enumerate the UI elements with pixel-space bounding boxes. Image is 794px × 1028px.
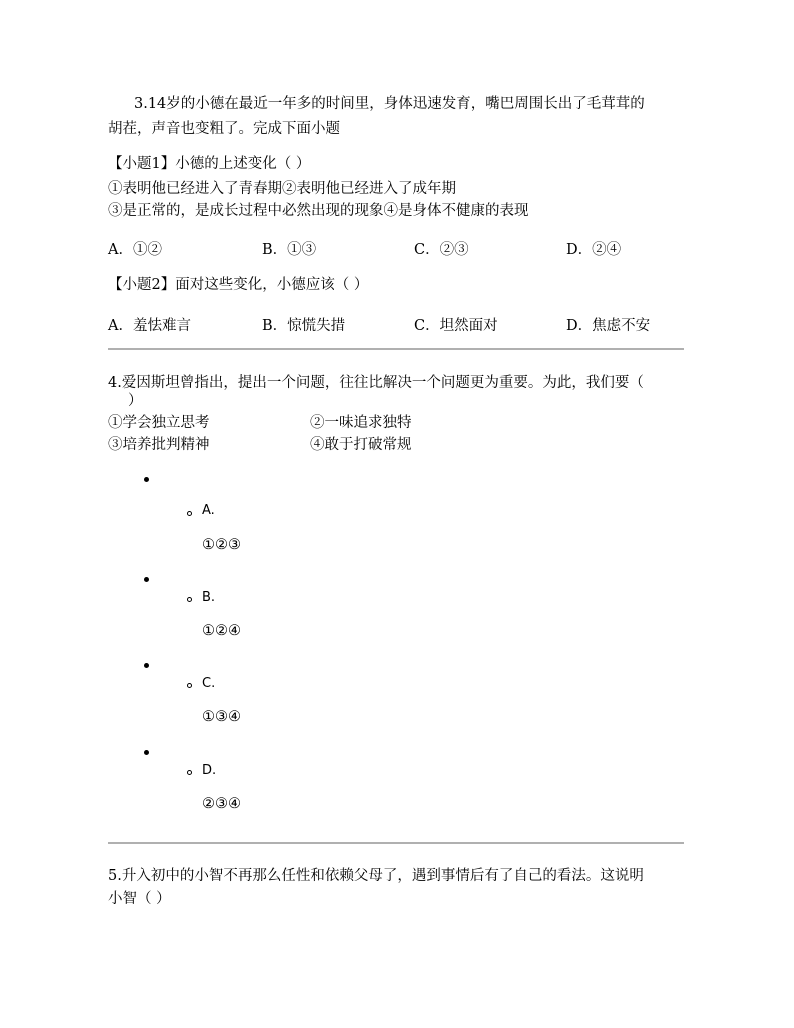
section-divider bbox=[108, 842, 684, 844]
q4-option-b-letter[interactable]: B. bbox=[202, 590, 216, 605]
q3-sub2-option-b[interactable]: B．惊慌失措 bbox=[262, 318, 346, 334]
q4-option-d-letter[interactable]: D. bbox=[202, 763, 217, 778]
list-bullet bbox=[144, 477, 149, 482]
list-bullet bbox=[144, 577, 149, 582]
q3-stem-line2: 胡茬，声音也变粗了。完成下面小题 bbox=[108, 121, 340, 137]
q3-sub2-option-c[interactable]: C．坦然面对 bbox=[414, 318, 498, 334]
q3-sub1-option-c[interactable]: C．②③ bbox=[414, 242, 469, 258]
q3-sub1-option-b[interactable]: B．①③ bbox=[262, 242, 317, 258]
q3-sub2-option-d[interactable]: D．焦虑不安 bbox=[566, 318, 651, 334]
q4-option-c-value[interactable]: ①③④ bbox=[202, 709, 241, 725]
q3-sub2-title: 【小题2】面对这些变化，小德应该（ ） bbox=[108, 277, 369, 293]
q3-sub1-option-a[interactable]: A．①② bbox=[108, 242, 162, 258]
sublist-bullet bbox=[187, 597, 192, 602]
q3-sub1-statements-line1: ①表明他已经进入了青春期②表明他已经进入了成年期 bbox=[108, 181, 456, 197]
q4-option-b-value[interactable]: ①②④ bbox=[202, 623, 241, 639]
list-bullet bbox=[144, 750, 149, 755]
q3-sub1-option-d[interactable]: D．②④ bbox=[566, 242, 622, 258]
q3-sub1-title: 【小题1】小德的上述变化（ ） bbox=[108, 156, 311, 172]
q3-sub1-statements-line2: ③是正常的，是成长过程中必然出现的现象④是身体不健康的表现 bbox=[108, 203, 529, 219]
list-bullet bbox=[144, 663, 149, 668]
sublist-bullet bbox=[187, 511, 192, 516]
q4-stem-line1: 4.爱因斯坦曾指出，提出一个问题，往往比解决一个问题更为重要。为此，我们要（ bbox=[108, 375, 644, 391]
sublist-bullet bbox=[187, 683, 192, 688]
q4-option-a-letter[interactable]: A. bbox=[202, 503, 215, 518]
section-divider bbox=[108, 348, 684, 350]
q4-statement-3: ③培养批判精神 bbox=[108, 437, 210, 453]
q4-option-d-value[interactable]: ②③④ bbox=[202, 796, 241, 812]
q4-statement-2: ②一味追求独特 bbox=[310, 415, 412, 431]
q4-option-a-value[interactable]: ①②③ bbox=[202, 537, 241, 553]
q4-statement-4: ④敢于打破常规 bbox=[310, 437, 412, 453]
q3-stem-line1: 3.14岁的小德在最近一年多的时间里，身体迅速发育，嘴巴周围长出了毛茸茸的 bbox=[134, 96, 645, 112]
q4-stem-line2: ） bbox=[128, 393, 143, 409]
q4-option-c-letter[interactable]: C. bbox=[202, 676, 216, 691]
q3-sub2-option-a[interactable]: A．羞怯难言 bbox=[108, 318, 191, 334]
q5-stem-line2: 小智（ ） bbox=[108, 891, 171, 907]
sublist-bullet bbox=[187, 770, 192, 775]
q4-statement-1: ①学会独立思考 bbox=[108, 415, 210, 431]
q5-stem-line1: 5.升入初中的小智不再那么任性和依赖父母了，遇到事情后有了自己的看法。这说明 bbox=[108, 868, 644, 884]
